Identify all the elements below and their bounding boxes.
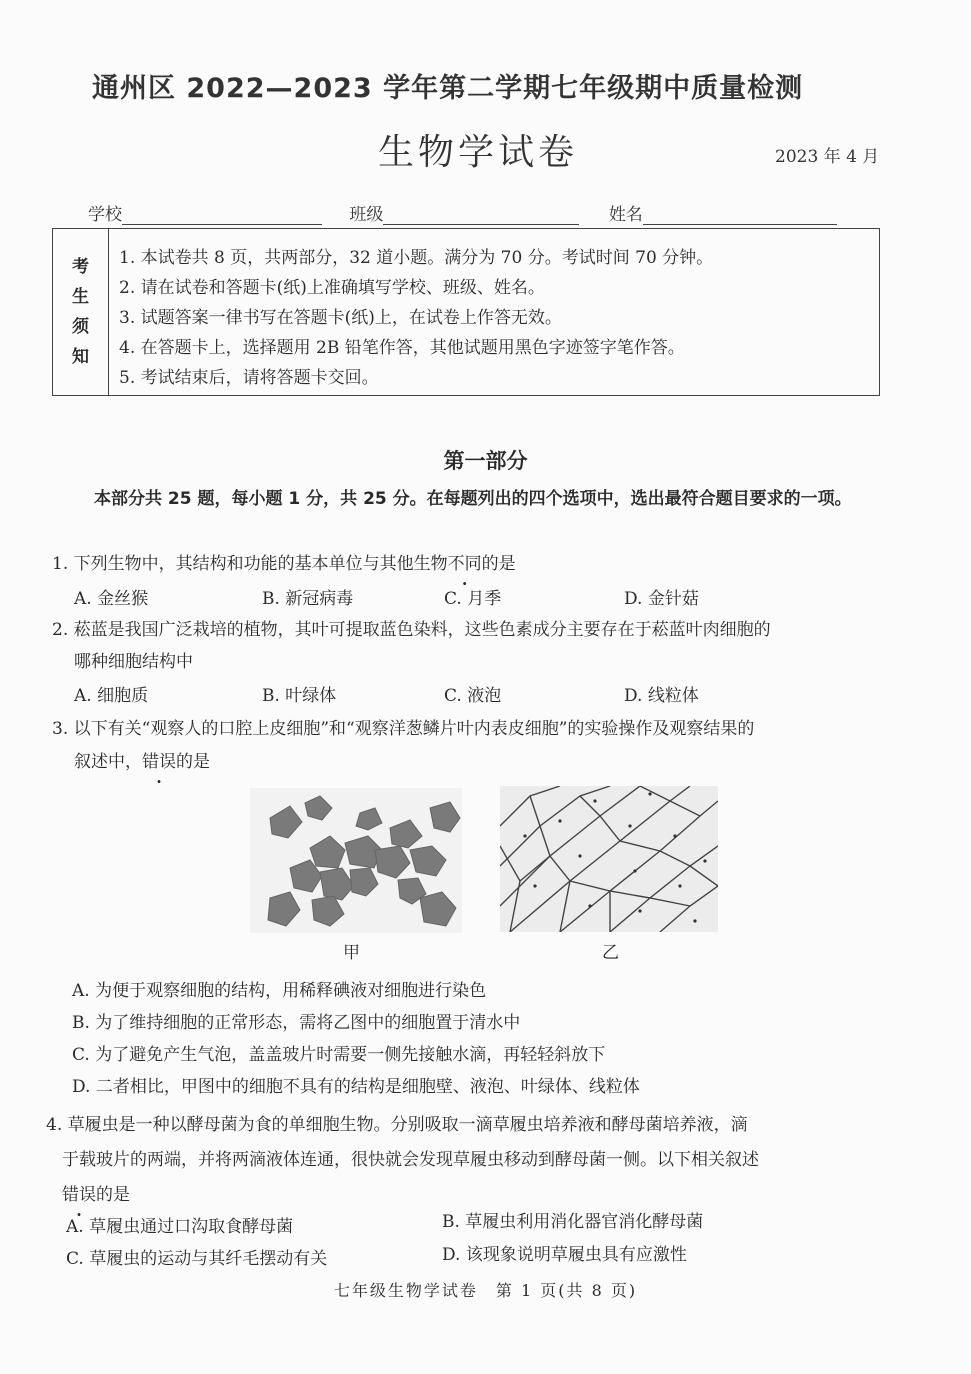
question-4-stem-line1: 4. 草履虫是一种以酵母菌为食的单细胞生物。分别吸取一滴草履虫培养液和酵母菌培养液，滴 (46, 1115, 748, 1135)
figure-cheek-epithelial-cells (250, 788, 462, 933)
question-3-stem-line1: 3. 以下有关“观察人的口腔上皮细胞”和“观察洋葱鳞片叶内表皮细胞”的实验操作及观察结果的 (52, 719, 755, 739)
class-label: 班级 (349, 205, 384, 225)
school-field[interactable] (88, 200, 322, 225)
question-1-option-a[interactable]: A. 金丝猴 (74, 589, 149, 609)
question-1-option-d[interactable]: D. 金针菇 (624, 589, 699, 609)
question-1-option-b[interactable]: B. 新冠病毒 (262, 589, 354, 609)
name-input-line[interactable] (643, 224, 837, 225)
emphasis-text: 错误 (142, 752, 176, 772)
figure-onion-epidermal-cells (500, 786, 718, 932)
question-1-stem (52, 548, 516, 580)
instruction-item: 3. 试题答案一律书写在答题卡(纸)上，在试卷上作答无效。 (119, 308, 562, 328)
side-char: 生 (72, 287, 89, 307)
exam-subject-title: 生物学试卷 (378, 132, 579, 173)
stem-text: 的是 (176, 752, 210, 772)
stem-text: 1. 下列生物中，其结构和功能的基本单位与其他生物 (52, 554, 448, 574)
emphasis-text: 错误 (62, 1185, 96, 1205)
figure-label-yi: 乙 (602, 943, 619, 963)
instructions-side-label (53, 229, 109, 395)
question-3-option-c[interactable]: C. 为了避免产生气泡，盖盖玻片时需要一侧先接触水滴，再轻轻斜放下 (72, 1045, 606, 1065)
instruction-item: 4. 在答题卡上，选择题用 2B 铅笔作答，其他试题用黑色字迹签字笔作答。 (119, 338, 685, 358)
question-4-option-b[interactable]: B. 草履虫利用消化器官消化酵母菌 (442, 1212, 704, 1232)
figure-label-jia: 甲 (343, 943, 360, 963)
stem-text: 的是 (96, 1185, 130, 1205)
question-2-option-b[interactable]: B. 叶绿体 (262, 686, 337, 706)
instruction-item: 1. 本试卷共 8 页，共两部分，32 道小题。满分为 70 分。考试时间 70 分钟。 (119, 248, 714, 268)
stem-text: 叙述中， (74, 752, 142, 772)
exam-instructions-box (52, 228, 880, 396)
exam-date: 2023 年 4 月 (775, 147, 880, 167)
question-4-option-c[interactable]: C. 草履虫的运动与其纤毛摆动有关 (66, 1249, 328, 1269)
stem-text: 的是 (481, 554, 516, 574)
question-2-option-d[interactable]: D. 线粒体 (624, 686, 699, 706)
question-3-option-a[interactable]: A. 为便于观察细胞的结构，用稀释碘液对细胞进行染色 (72, 981, 487, 1001)
question-4-option-a[interactable]: A. 草履虫通过口沟取食酵母菌 (66, 1217, 294, 1237)
question-2-option-c[interactable]: C. 液泡 (444, 686, 502, 706)
question-2-option-a[interactable]: A. 细胞质 (74, 686, 149, 706)
question-3-option-d[interactable]: D. 二者相比，甲图中的细胞不具有的结构是细胞壁、液泡、叶绿体、线粒体 (72, 1077, 640, 1097)
instructions-list (119, 243, 713, 393)
exam-title: 通州区 2022—2023 学年第二学期七年级期中质量检测 (92, 73, 804, 104)
name-field[interactable] (609, 200, 837, 225)
school-label: 学校 (88, 205, 122, 225)
question-4-stem-line3 (62, 1179, 130, 1211)
class-field[interactable] (349, 200, 579, 225)
question-4-option-d[interactable]: D. 该现象说明草履虫具有应激性 (442, 1245, 687, 1265)
emphasis-text: 不同 (447, 554, 482, 574)
school-input-line[interactable] (122, 224, 322, 225)
question-3-stem-line2 (74, 746, 210, 778)
page-footer: 七年级生物学试卷 第 1 页(共 8 页) (333, 1281, 638, 1300)
question-3-option-b[interactable]: B. 为了维持细胞的正常形态，需将乙图中的细胞置于清水中 (72, 1013, 521, 1033)
class-input-line[interactable] (383, 224, 579, 225)
side-char: 须 (72, 317, 89, 337)
question-2-stem-line2: 哪种细胞结构中 (74, 652, 193, 672)
question-2-stem-line1: 2. 菘蓝是我国广泛栽培的植物，其叶可提取蓝色染料，这些色素成分主要存在于菘蓝叶肉细胞的 (52, 620, 771, 640)
instruction-item: 2. 请在试卷和答题卡(纸)上准确填写学校、班级、姓名。 (119, 278, 545, 298)
question-4-stem-line2: 于载玻片的两端，并将两滴液体连通，很快就会发现草履虫移动到酵母菌一侧。以下相关叙述 (62, 1150, 759, 1170)
side-char: 知 (72, 347, 89, 367)
name-label: 姓名 (608, 205, 643, 225)
question-1-option-c[interactable]: C. 月季 (444, 589, 502, 609)
student-info-fields (88, 200, 837, 225)
section-title: 第一部分 (443, 449, 528, 473)
section-intro: 本部分共 25 题，每小题 1 分，共 25 分。在每题列出的四个选项中，选出最符合题目要求的一项。 (94, 489, 852, 509)
instruction-item: 5. 考试结束后，请将答题卡交回。 (119, 368, 379, 388)
side-char: 考 (72, 257, 89, 277)
